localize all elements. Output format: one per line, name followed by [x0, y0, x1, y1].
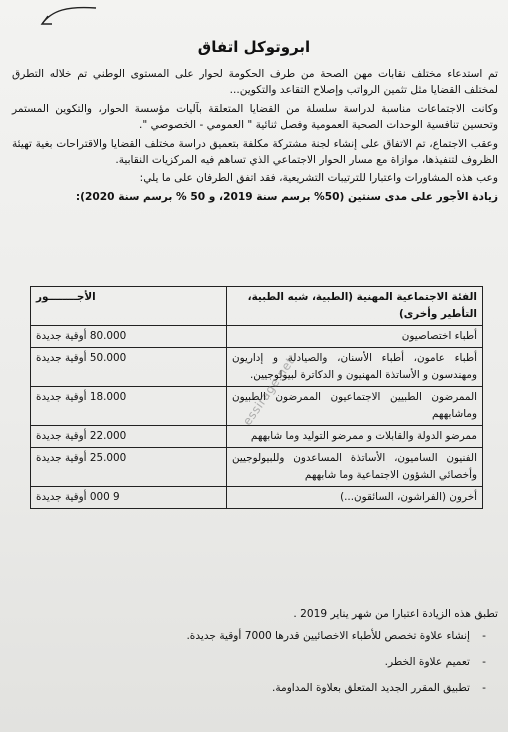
intro-text: [12, 66, 498, 207]
paragraph-1: تم استدعاء مختلف نقابات مهن الصحة من طرف الحكومة لحوار على المستوى الوطني تم خلاله التطرق لمختلف القضايا مثل تثمين الرواتب وإصلاح التقاعد والتكوين...: [12, 68, 498, 97]
row-category: أخرون (الفراشون، السائقون...): [227, 487, 483, 509]
effective-date-text: تطبق هذه الزيادة اعتبارا من شهر يناير 2019 .: [293, 608, 498, 620]
paragraph-4: وعب هذه المشاورات واعتبارا للترتيبات التشريعية، فقد اتفق الطرفان على ما يلي:: [139, 172, 498, 185]
row-wage: 50.000 أوقية جديدة: [31, 348, 227, 387]
row-category: ممرضو الدولة والقابلات و ممرضو التوليد وما شابههم: [227, 426, 483, 448]
list-item: - تطبيق المقرر الجديد المتعلق بعلاوة المداومة.: [12, 680, 470, 696]
row-wage: 22.000 أوقية جديدة: [31, 426, 227, 448]
row-category: الفنيون الساميون، الأساتذة المساعدون وللبيولوجيين وأخصائي الشؤون الاجتماعية وما شابههم: [227, 448, 483, 487]
paragraph-3: وعقب الاجتماع، تم الاتفاق على إنشاء لجنة مشتركة مكلفة بتعميق دراسة مختلف القضايا والاقتراحات بغية تهيئة الظروف لتنفيذها، موازاة مع مسار الحوار الاجتماعي الذي تساهم فيه المركزيات النقابية.: [12, 137, 498, 167]
document-title: ابروتوكل اتفاق: [197, 38, 311, 56]
table-row: [31, 487, 483, 509]
paragraph-5: زيادة الأجور على مدى سنتين (50% برسم سنة 2019، و 50 % برسم سنة 2020):: [75, 190, 498, 203]
row-category: الممرضون الطبيين الاجتماعيون الممرضون الطبيون وماشابههم: [227, 387, 483, 426]
closing-section: [12, 606, 498, 706]
watermark: essirage.net: [240, 354, 298, 429]
row-wage: 80.000 أوقية جديدة: [31, 326, 227, 348]
row-category: أطباء اختصاصيون: [227, 326, 483, 348]
row-wage: 9 000 أوقية جديدة: [31, 487, 227, 509]
header-category: الفئة الاجتماعية المهنية (الطبية، شبه الطبية، التأطير وأخرى): [227, 287, 483, 326]
table-row: [31, 326, 483, 348]
row-category: أطباء عامون، أطباء الأسنان، والصيادلة و إداريون ومهندسون و الأساتذة المهنيون و الدكاترة لبيولوجيين.: [227, 348, 483, 387]
table-row: [31, 348, 483, 387]
list-item: - تعميم علاوة الخطر.: [12, 654, 470, 670]
paragraph-2: وكانت الاجتماعات مناسبة لدراسة سلسلة من القضايا المتعلقة بآليات مؤسسة الحوار، والتكوين المستمر وتحسين تنافسية الوحدات الصحية العمومية وفصل ثنائية " العمومي - الخصوصي ".: [12, 102, 498, 132]
header-wage: الأجــــــــور: [31, 287, 227, 326]
table-row: [31, 426, 483, 448]
row-wage: 25.000 أوقية جديدة: [31, 448, 227, 487]
pen-mark-icon: [38, 2, 100, 32]
table-row: [31, 448, 483, 487]
list-item: - إنشاء علاوة تخصص للأطباء الاخصائيين قدرها 7000 أوقية جديدة.: [12, 628, 470, 644]
row-wage: 18.000 أوقية جديدة: [31, 387, 227, 426]
table-header-row: [31, 287, 483, 326]
bullet-list: [12, 628, 498, 696]
